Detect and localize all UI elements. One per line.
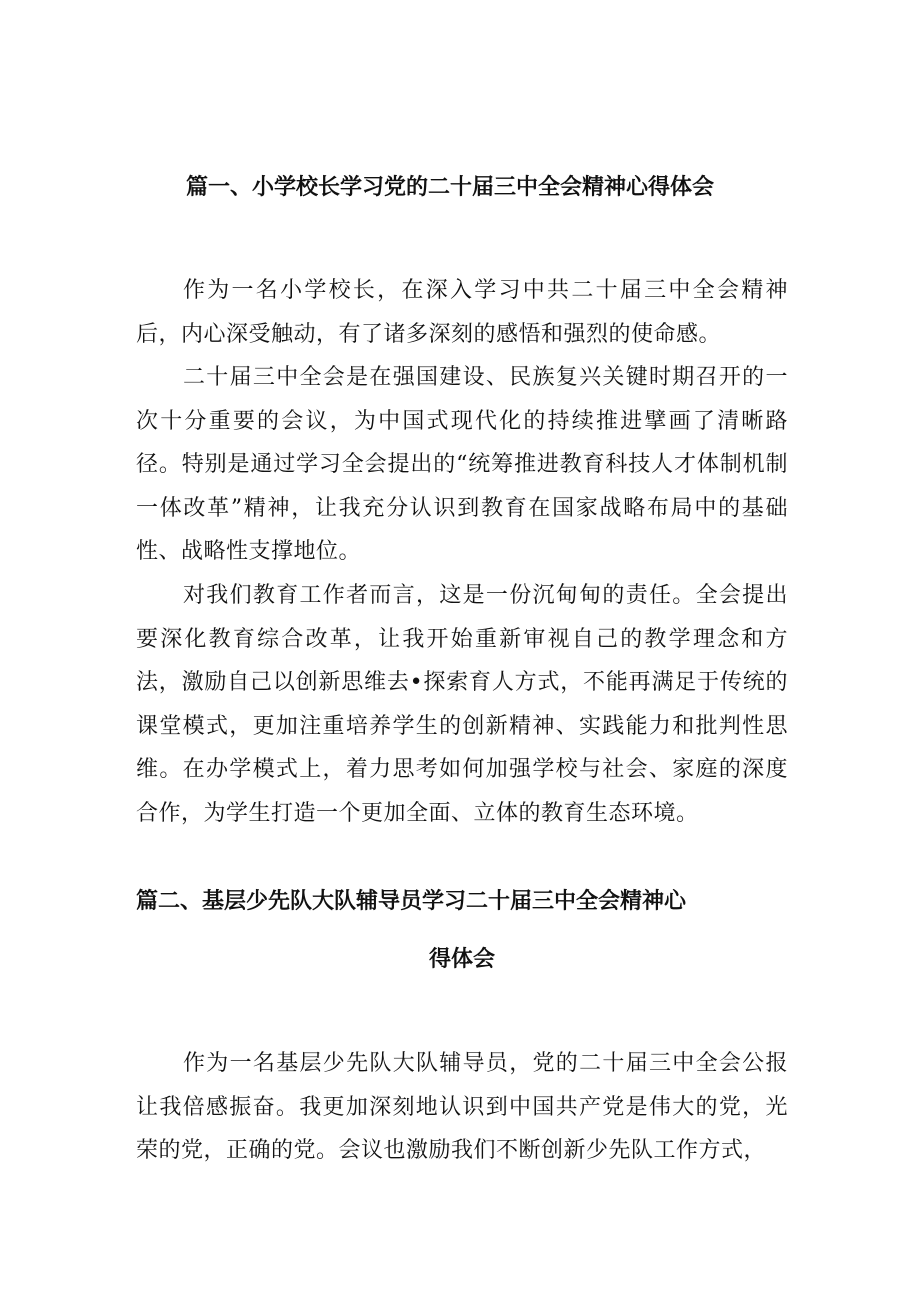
section1-title: 篇一、小学校长学习党的二十届三中全会精神心得体会 [186,175,715,200]
section1-paragraph-3: 对我们教育工作者而言，这是一份沉甸甸的责任。全会提出要深化教育综合改革，让我开始重新审视自己的教学理念和方法，激励自己以创新思维去•探索育人方式，不能再满足于传统的课堂模式，更加注重培养学生的创新精神、实践能力和批判性思维。在办学模式上，着力思考如何加强学校与社会、家庭的深度合作，为学生打造一个更加全面、立体的教育生态环境。 [136,583,788,826]
section2-title-line1: 篇二、基层少先队大队辅导员学习二十届三中全会精神心 [136,889,687,914]
section1-paragraph-2: 二十届三中全会是在强国建设、民族复兴关键时期召开的一次十分重要的会议，为中国式现代化的持续推进擘画了清晰路径。特别是通过学习全会提出的“统筹推进教育科技人才体制机制一体改革”精神，让我充分认识到教育在国家战略布局中的基础性、战略性支撑地位。 [136,365,788,564]
section2-title-line2: 得体会 [428,947,495,972]
section2-paragraph-1: 作为一名基层少先队大队辅导员，党的二十届三中全会公报让我倍感振奋。我更加深刻地认识到中国共产党是伟大的党，光荣的党，正确的党。会议也激励我们不断创新少先队工作方式， [136,1051,788,1163]
section1-paragraph-1: 作为一名小学校长，在深入学习中共二十届三中全会精神后，内心深受触动，有了诸多深刻的感悟和强烈的使命感。 [136,278,788,347]
